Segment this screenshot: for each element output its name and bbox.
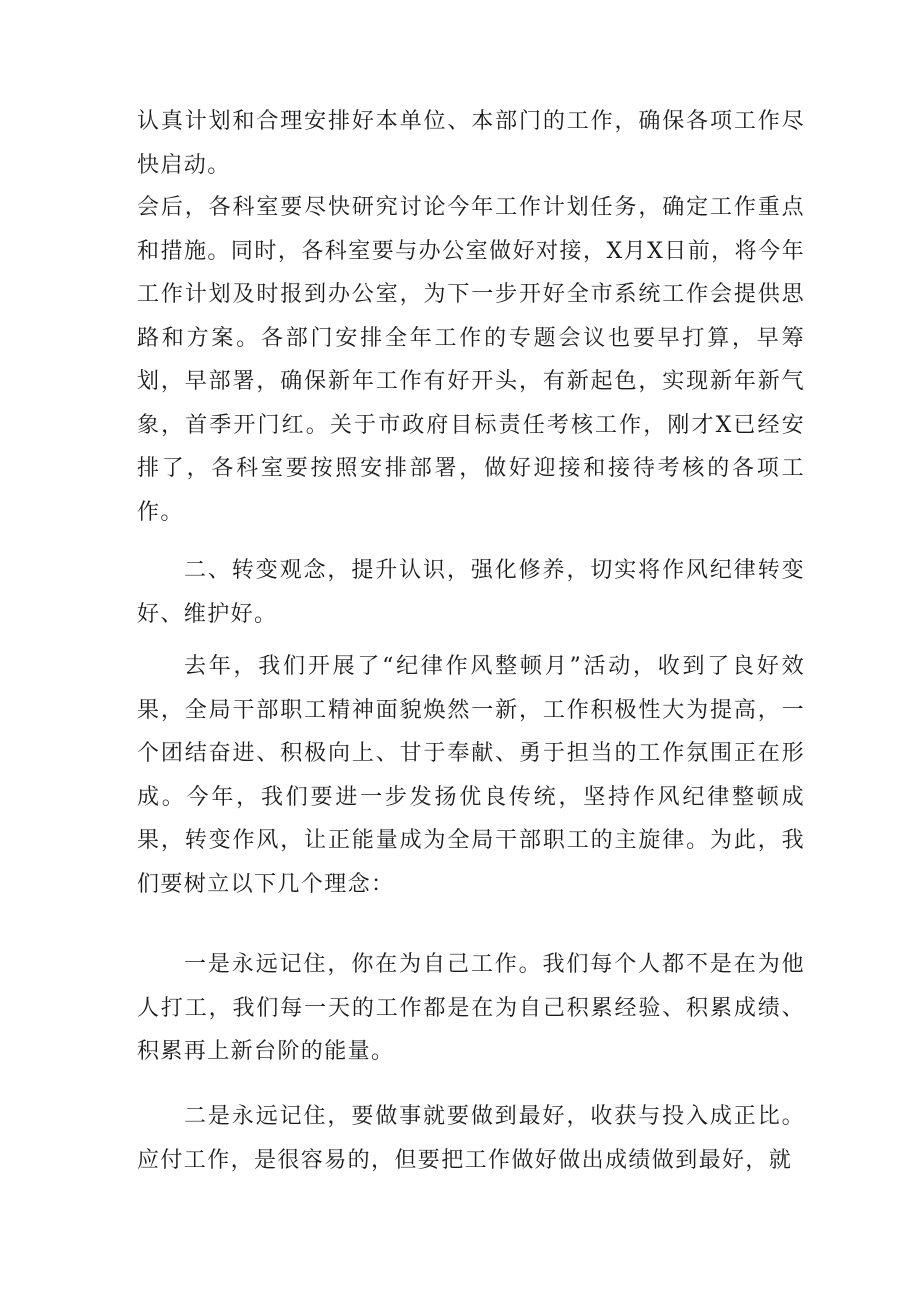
paragraph-continuation: 认真计划和合理安排好本单位、本部门的工作，确保各项工作尽快启动。 <box>137 109 805 178</box>
paragraph-after-meeting: 会后，各科室要尽快研究讨论今年工作计划任务，确定工作重点和措施。同时，各科室要与办公室做好对接，X月X日前，将今年工作计划及时报到办公室，为下一步开好全市系统工作会提供思路和方案。各部门安排全年工作的专题会议也要早打算，早筹划，早部署，确保新年工作有好开头，有新起色，实现新年新气象，首季开门红。关于市政府目标责任考核工作，刚才X已经安排了，各科室要按照安排部署，做好迎接和接待考核的各项工作。 <box>137 195 805 525</box>
section-heading-two: 二、转变观念，提升认识，强化修养，切实将作风纪律转变好、维护好。 <box>137 558 805 627</box>
paragraph-last-year: 去年，我们开展了“纪律作风整顿月”活动，收到了良好效果，全局干部职工精神面貌焕然一新，工作积极性大为提高，一个团结奋进、积极向上、甘于奉献、勇于担当的工作氛围正在形成。今年，我们要进一步发扬优良传统，坚持作风纪律整顿成果，转变作风，让正能量成为全局干部职工的主旋律。为此，我们要树立以下几个理念： <box>137 654 805 897</box>
paragraph-concept-one: 一是永远记住，你在为自己工作。我们每个人都不是在为他人打工，我们每一天的工作都是在为自己积累经验、积累成绩、积累再上新台阶的能量。 <box>137 952 805 1064</box>
paragraph-concept-two: 二是永远记住，要做事就要做到最好，收获与投入成正比。应付工作，是很容易的，但要把工作做好做出成绩做到最好，就 <box>137 1104 805 1173</box>
